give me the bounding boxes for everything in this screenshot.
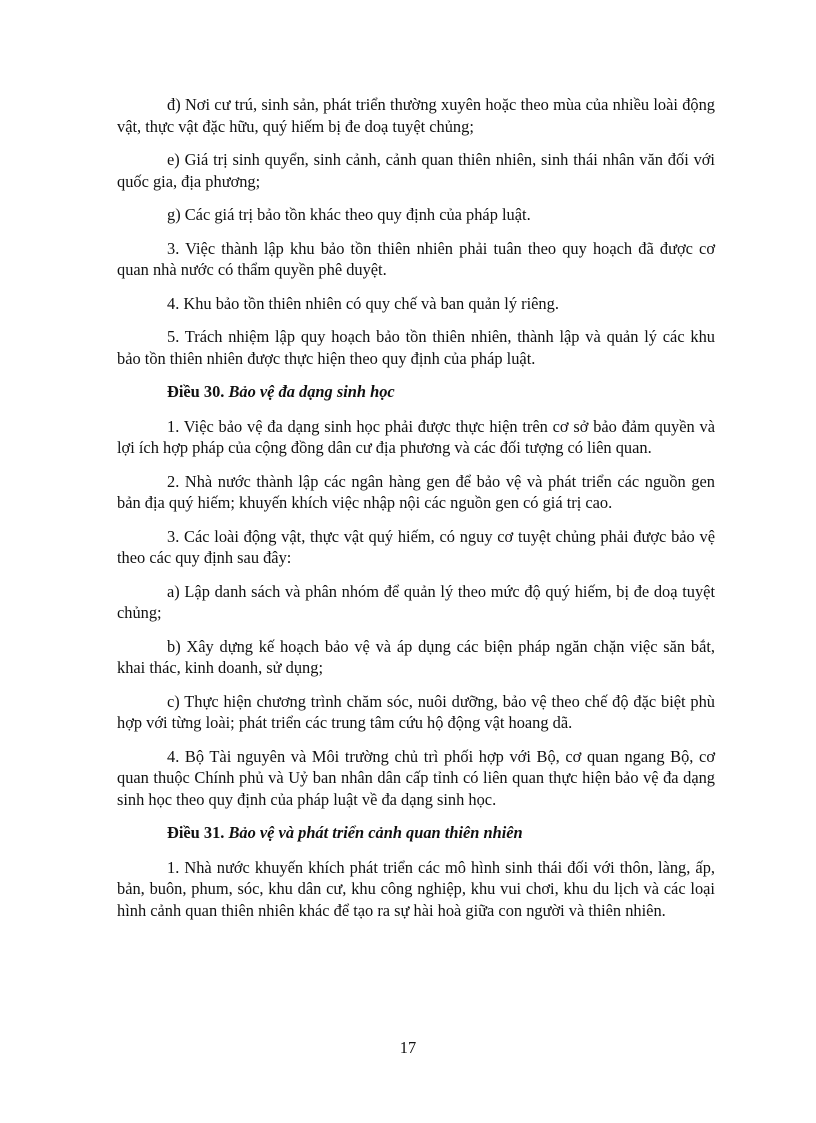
article-30-title: Bảo vệ đa dạng sinh học xyxy=(228,382,395,401)
paragraph-5-responsibility: 5. Trách nhiệm lập quy hoạch bảo tồn thiên nhiên, thành lập và quản lý các khu bảo tồn thiên nhiên được thực hiện theo quy định của pháp luật. xyxy=(117,327,715,368)
paragraph-g-other-values: g) Các giá trị bảo tồn khác theo quy định của pháp luật. xyxy=(167,205,531,224)
article-30-paragraph-4: 4. Bộ Tài nguyên và Môi trường chủ trì phối hợp với Bộ, cơ quan ngang Bộ, cơ quan thuộc Chính phủ và Uỷ ban nhân dân cấp tỉnh có liên quan thực hiện bảo vệ đa dạng sinh học theo quy định của pháp luật về đa dạng sinh học. xyxy=(117,746,715,809)
article-30-paragraph-2: 2. Nhà nước thành lập các ngân hàng gen để bảo vệ và phát triển các nguồn gen bản địa quý hiếm; khuyến khích việc nhập nội các nguồn gen có giá trị cao. xyxy=(117,471,715,512)
article-30-heading xyxy=(117,381,715,403)
document-page xyxy=(117,94,715,933)
article-30-number: Điều 30. xyxy=(167,382,225,401)
article-30-paragraph-3: 3. Các loài động vật, thực vật quý hiếm, có nguy cơ tuyệt chủng phải được bảo vệ theo các quy định sau đây: xyxy=(117,526,715,567)
article-30-paragraph-3b: b) Xây dựng kế hoạch bảo vệ và áp dụng các biện pháp ngăn chặn việc săn bắt, khai thác, kinh doanh, sử dụng; xyxy=(117,636,715,677)
article-30-paragraph-3c: c) Thực hiện chương trình chăm sóc, nuôi dưỡng, bảo vệ theo chế độ đặc biệt phù hợp với từng loài; phát triển các trung tâm cứu hộ động vật hoang dã. xyxy=(117,691,715,732)
paragraph-3-establishment: 3. Việc thành lập khu bảo tồn thiên nhiên phải tuân theo quy hoạch đã được cơ quan nhà nước có thẩm quyền phê duyệt. xyxy=(117,238,715,279)
paragraph-4-regulations: 4. Khu bảo tồn thiên nhiên có quy chế và ban quản lý riêng. xyxy=(167,293,559,313)
article-31-title: Bảo vệ và phát triển cảnh quan thiên nhiên xyxy=(228,823,523,842)
paragraph-e-biosphere-value: e) Giá trị sinh quyển, sinh cảnh, cảnh quan thiên nhiên, sinh thái nhân văn đối với quốc gia, địa phương; xyxy=(117,150,715,191)
page-number: 17 xyxy=(399,1038,417,1057)
article-30-paragraph-3a: a) Lập danh sách và phân nhóm để quản lý theo mức độ quý hiếm, bị đe doạ tuyệt chủng; xyxy=(117,581,715,622)
article-31-heading xyxy=(117,822,715,844)
article-30-paragraph-1: 1. Việc bảo vệ đa dạng sinh học phải được thực hiện trên cơ sở bảo đảm quyền và lợi ích hợp pháp của cộng đồng dân cư địa phương và các đối tượng có liên quan. xyxy=(117,416,715,457)
article-31-paragraph-1: 1. Nhà nước khuyến khích phát triển các mô hình sinh thái đối với thôn, làng, ấp, bản, buôn, phum, sóc, khu dân cư, khu công nghiệp, khu vui chơi, khu du lịch và các loại hình cảnh quan thiên nhiên khác để tạo ra sự hài hoà giữa con người và thiên nhiên. xyxy=(117,857,715,920)
paragraph-d-habitat: đ) Nơi cư trú, sinh sản, phát triển thường xuyên hoặc theo mùa của nhiều loài động vật, thực vật đặc hữu, quý hiếm bị đe doạ tuyệt chủng; xyxy=(117,95,715,136)
article-31-number: Điều 31. xyxy=(167,823,225,842)
